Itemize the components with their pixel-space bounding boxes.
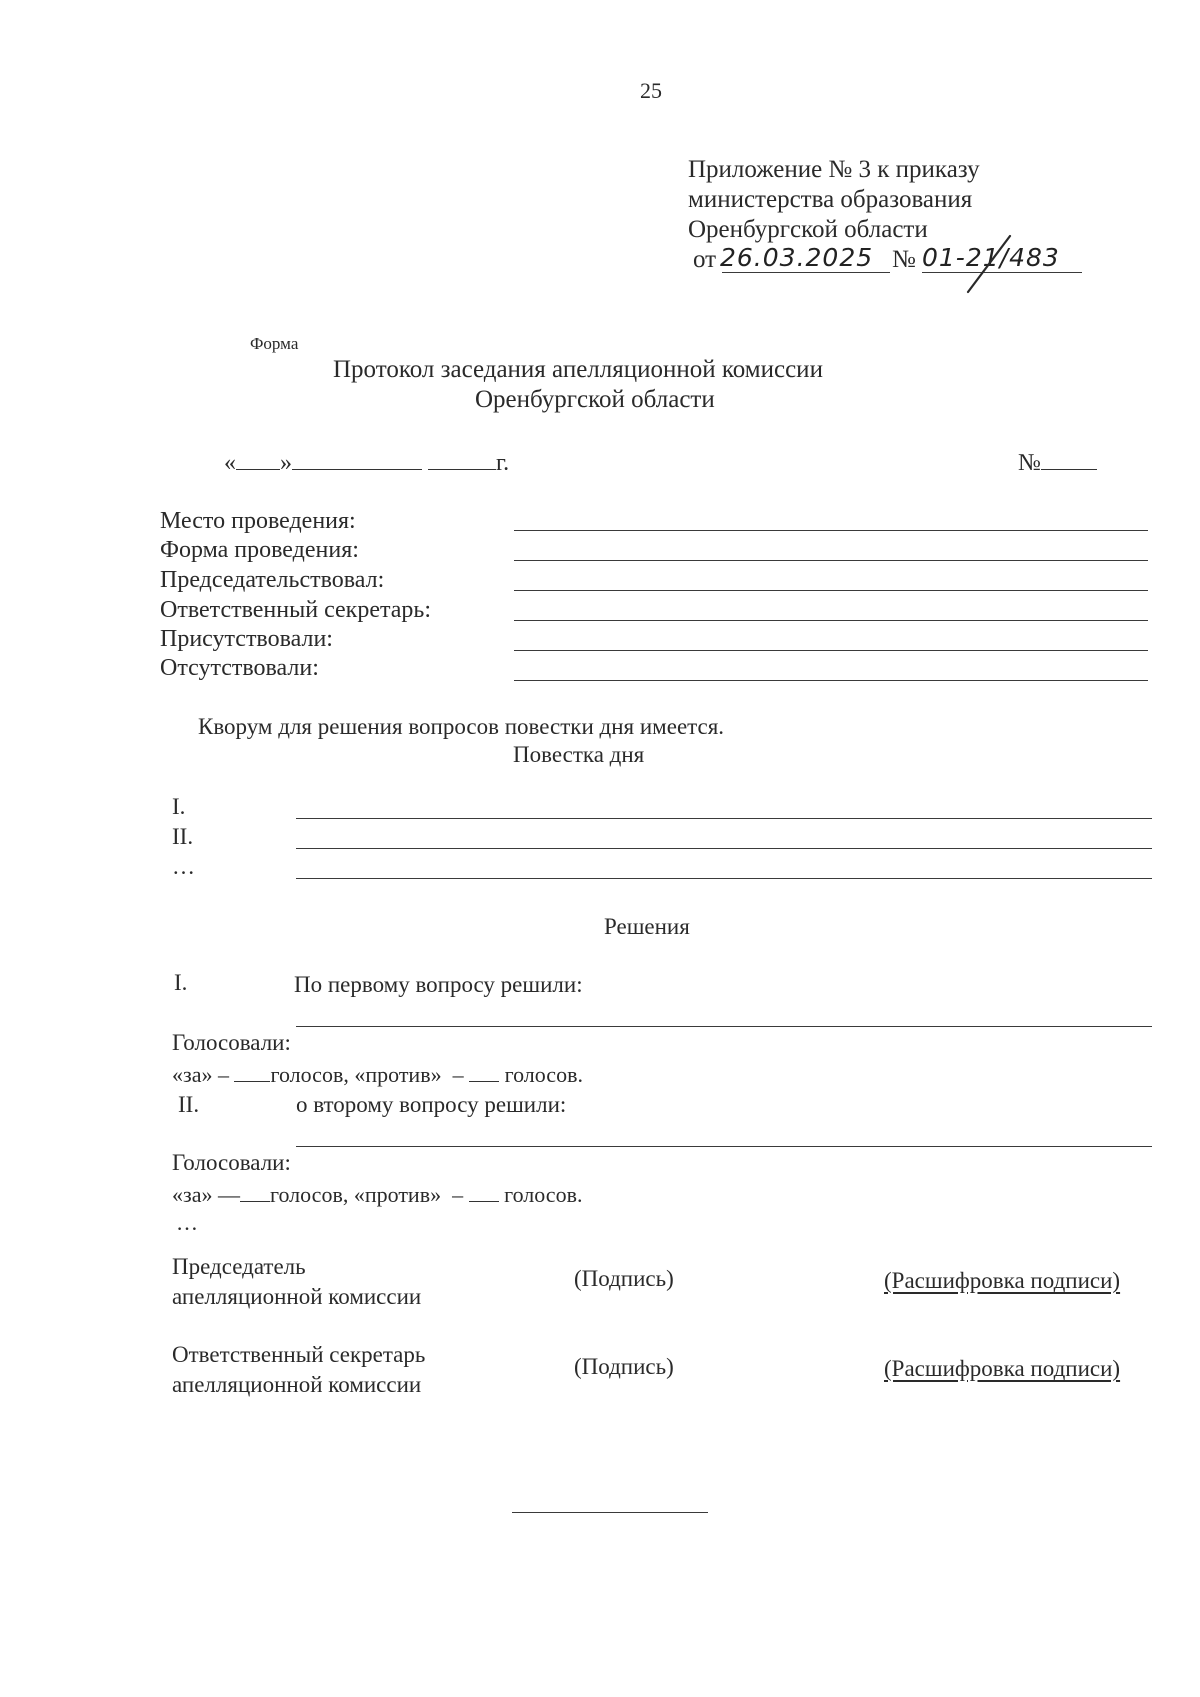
field-line-venue[interactable]	[514, 530, 1148, 531]
field-line-present[interactable]	[514, 650, 1148, 651]
decision-2-line[interactable]	[296, 1146, 1152, 1147]
protocol-number-blank[interactable]	[1041, 451, 1097, 470]
agenda-item-numeral: I.	[172, 794, 186, 819]
number-sign: №	[1018, 450, 1041, 476]
decision-1-numeral: I.	[174, 970, 188, 995]
closing-separator	[512, 1512, 708, 1513]
votes-2	[172, 1182, 582, 1208]
field-line-secretary[interactable]	[514, 620, 1148, 621]
agenda-line-1[interactable]	[296, 818, 1152, 819]
agenda-heading: Повестка дня	[513, 742, 645, 767]
field-label-present: Присутствовали:	[160, 626, 333, 652]
field-line-format[interactable]	[514, 560, 1148, 561]
decisions-ellipsis: …	[176, 1210, 198, 1235]
votes-1-for-prefix: «за» –	[172, 1062, 229, 1087]
votes-2-dash: –	[452, 1182, 464, 1207]
agenda-line-3[interactable]	[296, 878, 1152, 879]
form-label: Форма	[250, 334, 299, 353]
decisions-heading: Решения	[604, 914, 690, 939]
appendix-line-2: министерства образования	[688, 186, 973, 213]
page-number: 25	[640, 78, 662, 103]
field-line-absent[interactable]	[514, 680, 1148, 681]
title-line-1: Протокол заседания апелляционной комиссии	[333, 356, 823, 383]
appendix-line-3: Оренбургской области	[688, 216, 928, 243]
date-close-quote: »	[280, 450, 292, 476]
field-label-chair: Председательствовал:	[160, 567, 385, 593]
month-blank[interactable]	[292, 451, 422, 470]
votes-2-for-blank[interactable]	[240, 1183, 270, 1202]
votes-1-against-blank[interactable]	[469, 1063, 499, 1082]
field-label-venue: Место проведения:	[160, 508, 356, 534]
appendix-from-prefix: от	[693, 246, 717, 273]
voted-label-2: Голосовали:	[172, 1150, 291, 1175]
field-line-chair[interactable]	[514, 590, 1148, 591]
decision-1-line[interactable]	[296, 1026, 1152, 1027]
chair-signature-decryption: (Расшифровка подписи)	[884, 1268, 1121, 1293]
secretary-role-line-2: апелляционной комиссии	[172, 1372, 422, 1397]
date-line	[224, 450, 509, 477]
chair-role-line-1: Председатель	[172, 1254, 306, 1279]
agenda-item-numeral: …	[172, 854, 195, 879]
chair-signature-placeholder: (Подпись)	[574, 1266, 674, 1291]
votes-2-votes-word: голосов.	[504, 1182, 583, 1207]
field-label-absent: Отсутствовали:	[160, 655, 319, 681]
votes-1-for-blank[interactable]	[234, 1063, 270, 1082]
decision-2-text: о второму вопросу решили:	[296, 1092, 567, 1117]
agenda-line-2[interactable]	[296, 848, 1152, 849]
votes-1	[172, 1062, 583, 1088]
chair-role-line-2: апелляционной комиссии	[172, 1284, 422, 1309]
date-open-quote: «	[224, 450, 236, 476]
date-underline	[722, 272, 890, 273]
handwritten-number: 01-21/483	[922, 243, 1060, 272]
decision-2-numeral: II.	[178, 1092, 200, 1117]
agenda-item-numeral: II.	[172, 824, 194, 849]
handwritten-date: 26.03.2025	[720, 243, 874, 272]
votes-2-for-prefix: «за» —	[172, 1182, 240, 1207]
secretary-signature-decryption: (Расшифровка подписи)	[884, 1356, 1121, 1381]
votes-1-dash: –	[452, 1062, 464, 1087]
quorum-text: Кворум для решения вопросов повестки дня имеется.	[198, 714, 725, 739]
appendix-line-1: Приложение № 3 к приказу	[688, 156, 980, 183]
appendix-number-prefix: №	[892, 246, 916, 273]
handwritten-slash-stroke	[960, 232, 1020, 296]
year-blank[interactable]	[428, 451, 496, 470]
votes-2-against-blank[interactable]	[469, 1183, 499, 1202]
field-label-secretary: Ответственный секретарь:	[160, 597, 432, 623]
votes-1-against-label: голосов, «против»	[270, 1062, 442, 1087]
field-label-format: Форма проведения:	[160, 537, 359, 563]
votes-1-votes-word: голосов.	[504, 1062, 583, 1087]
protocol-number	[1018, 450, 1097, 477]
day-blank[interactable]	[236, 451, 280, 470]
voted-label-1: Голосовали:	[172, 1030, 291, 1055]
votes-2-against-label: голосов, «против»	[269, 1182, 442, 1207]
secretary-role-line-1: Ответственный секретарь	[172, 1342, 426, 1367]
title-line-2: Оренбургской области	[475, 386, 715, 413]
decision-1-text: По первому вопросу решили:	[294, 972, 583, 997]
year-suffix: г.	[496, 450, 510, 476]
secretary-signature-placeholder: (Подпись)	[574, 1354, 674, 1379]
